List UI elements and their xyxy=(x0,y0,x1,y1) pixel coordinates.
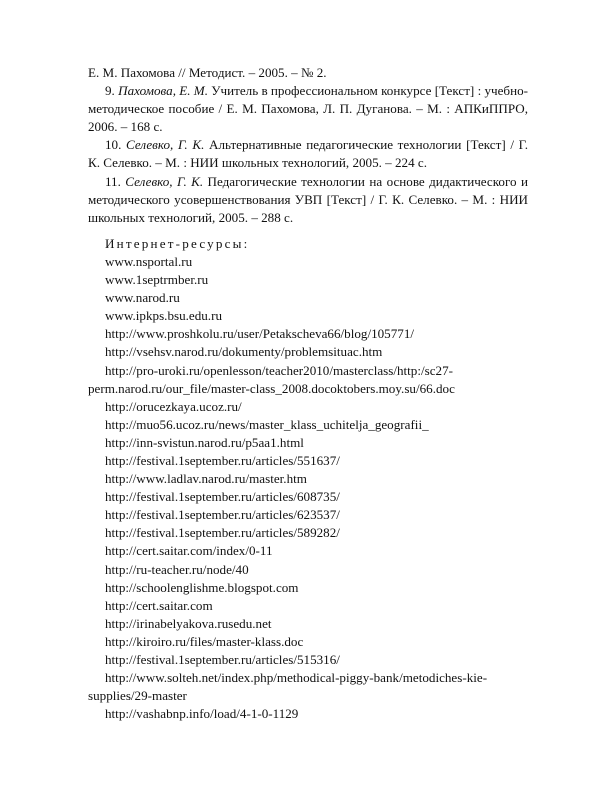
url-item[interactable]: www.nsportal.ru xyxy=(105,253,193,269)
url-item[interactable]: http://ru-teacher.ru/node/40 xyxy=(105,561,249,577)
document-page xyxy=(88,64,528,723)
url-item[interactable]: http://kiroiro.ru/files/master-klass.doc xyxy=(105,633,304,649)
url-item[interactable]: http://schoolenglishme.blogspot.com xyxy=(105,579,299,595)
reference-author: Селевко, Г. К. xyxy=(125,173,204,189)
url-item[interactable]: http://pro-uroki.ru/openlesson/teacher2010/masterclass/http:/sc27-perm.narod.ru/our_file/master-class_2008.docoktobers.moy.su/66.doc xyxy=(88,362,455,396)
url-item[interactable]: http://orucezkaya.ucoz.ru/ xyxy=(105,398,242,414)
reference-item: 9. Пахомова, Е. М. Учитель в профессиональном конкурсе [Текст] : учебно-методическое пособие / Е. М. Пахомова, Л. П. Дуганова. – М. : АПКиППРО, 2006. – 168 с. xyxy=(88,83,529,135)
reference-item: Е. М. Пахомова // Методист. – 2005. – № 2. xyxy=(88,65,327,80)
url-item[interactable]: http://cert.saitar.com xyxy=(105,597,213,613)
url-item[interactable]: www.1septrmber.ru xyxy=(105,272,209,288)
internet-resources-heading: Интернет-ресурсы: xyxy=(105,235,250,251)
url-item[interactable]: http://muo56.ucoz.ru/news/master_klass_uchitelja_geografii_ xyxy=(105,416,429,432)
url-item[interactable]: www.ipkps.bsu.edu.ru xyxy=(105,308,222,324)
url-item[interactable]: http://inn-svistun.narod.ru/p5aa1.html xyxy=(105,434,304,450)
url-item[interactable]: http://irinabelyakova.rusedu.net xyxy=(105,615,272,631)
reference-list xyxy=(88,64,528,227)
url-item[interactable]: www.narod.ru xyxy=(105,290,180,306)
url-item[interactable]: http://festival.1september.ru/articles/623537/ xyxy=(105,507,340,523)
reference-author: Селевко, Г. К. xyxy=(126,137,205,153)
url-item[interactable]: http://www.ladlav.narod.ru/master.htm xyxy=(105,471,307,487)
url-item[interactable]: http://festival.1september.ru/articles/608735/ xyxy=(105,489,340,505)
reference-author: Пахомова, Е. М. xyxy=(118,83,208,99)
url-item[interactable]: http://vashabnp.info/load/4-1-0-1129 xyxy=(105,706,299,722)
url-item[interactable]: http://festival.1september.ru/articles/551637/ xyxy=(105,452,340,468)
url-list xyxy=(88,253,528,723)
url-item[interactable]: http://festival.1september.ru/articles/515316/ xyxy=(105,652,340,667)
url-item[interactable]: http://cert.saitar.com/index/0-11 xyxy=(105,543,273,559)
url-item[interactable]: http://festival.1september.ru/articles/589282/ xyxy=(105,525,340,541)
reference-item: 10. Селевко, Г. К. Альтернативные педагогические технологии [Текст] / Г. К. Селевко. – М. : НИИ школьных технологий, 2005. – 224 с. xyxy=(88,137,529,171)
url-item[interactable]: http://vsehsv.narod.ru/dokumenty/problemsituac.htm xyxy=(105,344,383,360)
url-item[interactable]: http://www.proshkolu.ru/user/Petakscheva66/blog/105771/ xyxy=(105,326,415,342)
url-item[interactable]: http://www.solteh.net/index.php/methodical-piggy-bank/metodiches-kie-supplies/29-master xyxy=(88,670,488,704)
reference-item: 11. Селевко, Г. К. Педагогические технологии на основе дидактического и методического усовершенствования УВП [Текст] / Г. К. Селевко. – М. : НИИ школьных технологий, 2005. – 288 с. xyxy=(88,173,528,225)
